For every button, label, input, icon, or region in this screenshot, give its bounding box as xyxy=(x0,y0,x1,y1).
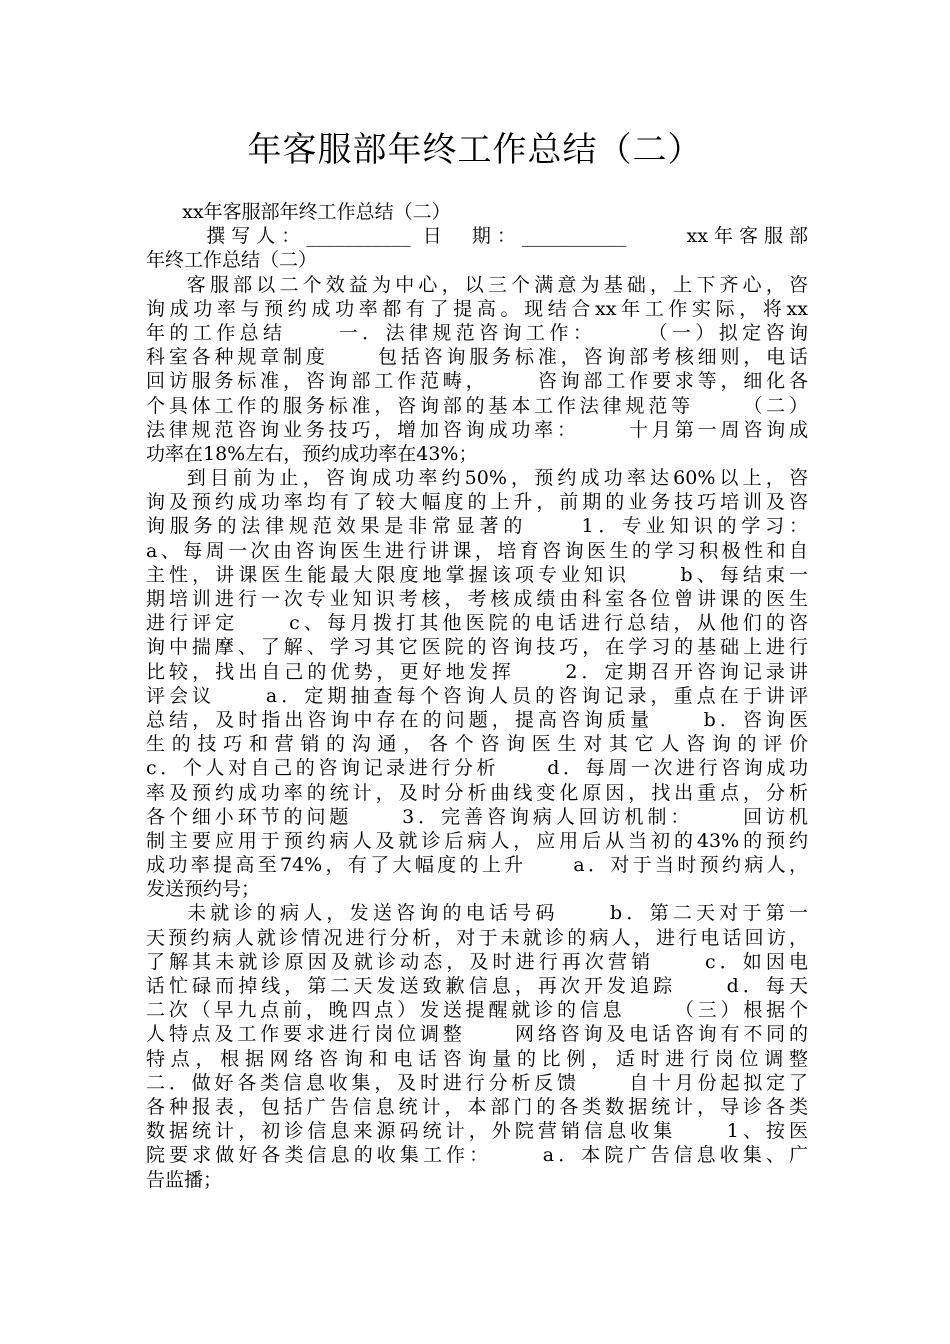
body-line: 询成功率与预约成功率都有了提高。现结合xx年工作实际，将xx xyxy=(146,297,808,320)
body-line: a、每周一次由咨询医生进行讲课，培育咨询医生的学习积极性和自 xyxy=(146,539,808,562)
body-line: 询服务的法律规范效果是非常显著的 1．专业知识的学习： xyxy=(146,515,808,538)
body-line: 率及预约成功率的统计，及时分析曲线变化原因，找出重点，分析 xyxy=(146,781,808,804)
body-line: 人特点及工作要求进行岗位调整 网络咨询及电话咨询有不同的 xyxy=(146,1023,808,1046)
body-line: 天预约病人就诊情况进行分析，对于未就诊的病人，进行电话回访， xyxy=(146,926,808,949)
body-line: 发送预约号； xyxy=(146,878,261,901)
body-line: 未就诊的病人，发送咨询的电话号码 b．第二天对于第一 xyxy=(146,902,808,925)
body-line: 功率在18%左右，预约成功率在43%； xyxy=(146,442,478,465)
body-line: 到目前为止，咨询成功率约50%，预约成功率达60%以上，咨 xyxy=(146,467,808,490)
body-line: 二．做好各类信息收集，及时进行分析反馈 自十月份起拟定了 xyxy=(146,1071,808,1094)
body-line: 主性，讲课医生能最大限度地掌握该项专业知识 b、每结束一 xyxy=(146,563,808,586)
body-line: 制主要应用于预约病人及就诊后病人，应用后从当初的43%的预约 xyxy=(146,829,808,852)
body-line: 各个细小环节的问题 3．完善咨询病人回访机制： 回访机 xyxy=(146,805,808,828)
body-line: 二次（早九点前，晚四点）发送提醒就诊的信息 （三）根据个 xyxy=(146,999,808,1022)
body-line: xx年客服部年终工作总结（二） xyxy=(146,201,451,223)
body-line: 科室各种规章制度 包括咨询服务标准，咨询部考核细则，电话 xyxy=(146,346,808,369)
body-line: 法律规范咨询业务技巧，增加咨询成功率： 十月第一周咨询成 xyxy=(146,418,808,441)
body-line: 年的工作总结 一．法律规范咨询工作： （一）拟定咨询 xyxy=(146,321,808,344)
body-line: 回访服务标准，咨询部工作范畴， 咨询部工作要求等，细化各 xyxy=(146,370,808,393)
body-line: 告监播； xyxy=(146,1168,223,1191)
body-line: 年终工作总结（二） xyxy=(146,249,318,272)
body-line: 评会议 a．定期抽查每个咨询人员的咨询记录，重点在于讲评 xyxy=(146,684,808,707)
body-line: 数据统计，初诊信息来源码统计，外院营销信息收集 1、按医 xyxy=(146,1120,808,1143)
body-line: 撰写人：___________ 日 期：___________ xx年客服部 xyxy=(146,225,808,248)
body-line: 总结，及时指出咨询中存在的问题，提高咨询质量 b．咨询医 xyxy=(146,708,808,731)
body-line: 期培训进行一次专业知识考核，考核成绩由科室各位曾讲课的医生 xyxy=(146,588,808,610)
body-line: 个具体工作的服务标准，咨询部的基本工作法律规范等 （二） xyxy=(146,394,808,417)
body-line: 生的技巧和营销的沟通，各个咨询医生对其它人咨询的评价 xyxy=(146,733,808,756)
body-line: 比较，找出自己的优势，更好地发挥 2．定期召开咨询记录讲 xyxy=(146,660,808,683)
body-line: 特点，根据网络咨询和电话咨询量的比例，适时进行岗位调整 xyxy=(146,1047,808,1070)
body-line: 各种报表，包括广告信息统计，本部门的各类数据统计，导诊各类 xyxy=(146,1095,808,1118)
body-line: 进行评定 c、每月拨打其他医院的电话进行总结，从他们的咨 xyxy=(146,612,808,635)
body-line: 院要求做好各类信息的收集工作： a．本院广告信息收集、广 xyxy=(146,1144,808,1167)
body-line: 询及预约成功率均有了较大幅度的上升，前期的业务技巧培训及咨 xyxy=(146,491,808,514)
document-body xyxy=(146,200,808,1192)
body-line: 询中揣摩、了解、学习其它医院的咨询技巧，在学习的基础上进行 xyxy=(146,636,808,659)
body-line: 了解其未就诊原因及就诊动态，及时进行再次营销 c．如因电 xyxy=(146,950,808,973)
document-title: 年客服部年终工作总结（二） xyxy=(247,130,703,170)
body-line: 成功率提高至74%，有了大幅度的上升 a．对于当时预约病人， xyxy=(146,854,808,877)
body-line: c．个人对自己的咨询记录进行分析 d．每周一次进行咨询成功 xyxy=(146,757,808,780)
body-line: 客服部以二个效益为中心，以三个满意为基础，上下齐心，咨 xyxy=(146,273,808,296)
body-line: 话忙碌而掉线，第二天发送致歉信息，再次开发追踪 d．每天 xyxy=(146,975,808,997)
